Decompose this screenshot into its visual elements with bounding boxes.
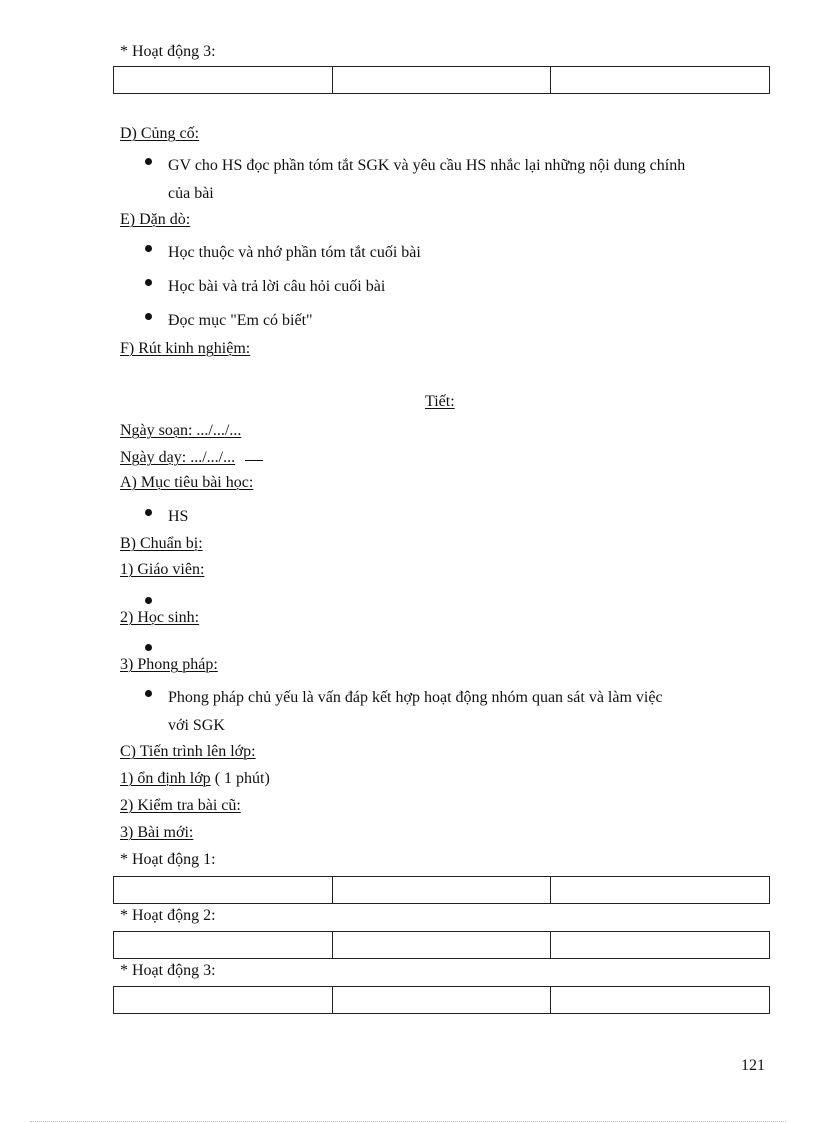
- method-item-line1: Phong pháp chủ yếu là vấn đáp kết hợp hoạt động nhóm quan sát và làm việc: [168, 689, 663, 706]
- table-cell: [333, 932, 552, 958]
- activity-2-table: [113, 931, 770, 959]
- table-cell: [114, 987, 333, 1013]
- experience-heading: F) Rút kinh nghiệm:: [120, 340, 251, 357]
- table-cell: [114, 67, 333, 93]
- consolidation-item-line1: GV cho HS đọc phần tóm tắt SGK và yêu cầu HS nhắc lại những nội dung chính: [168, 157, 686, 174]
- teacher-heading: 1) Giáo viên:: [120, 561, 205, 578]
- table-cell: [551, 67, 769, 93]
- page-number: 121: [741, 1057, 765, 1074]
- bullet-icon: [145, 158, 152, 165]
- activity-3-label-top: * Hoạt động 3:: [120, 43, 216, 60]
- homework-heading: E) Dặn dò:: [120, 211, 191, 228]
- activity-1-table: [113, 876, 770, 904]
- step-3: 3) Bài mới:: [120, 824, 194, 841]
- objectives-item: HS: [168, 508, 189, 525]
- preparation-heading: B) Chuẩn bị:: [120, 535, 203, 552]
- table-cell: [333, 987, 552, 1013]
- homework-item: Học thuộc và nhớ phần tóm tắt cuối bài: [168, 244, 421, 261]
- bullet-icon: [145, 279, 152, 286]
- activity-3-table: [113, 986, 770, 1014]
- homework-item: Học bài và trả lời câu hỏi cuối bài: [168, 278, 386, 295]
- activity-2-label: * Hoạt động 2:: [120, 907, 216, 924]
- bullet-icon: [145, 690, 152, 697]
- teach-date: [120, 448, 263, 468]
- prep-date: [120, 421, 241, 441]
- activity-1-label: * Hoạt động 1:: [120, 851, 216, 868]
- bullet-icon: [145, 644, 152, 651]
- bullet-icon: [145, 313, 152, 320]
- table-cell: [333, 67, 552, 93]
- table-cell: [114, 877, 333, 903]
- method-heading: 3) Phong pháp:: [120, 656, 218, 673]
- consolidation-item-line2: của bài: [168, 185, 214, 202]
- consolidation-heading: D) Củng cố:: [120, 125, 200, 142]
- prep-date-text: Ngày soạn: .../.../...: [120, 422, 242, 439]
- teach-date-text: Ngày dạy: .../.../...: [120, 449, 236, 466]
- period-label: Tiết:: [425, 393, 455, 410]
- table-cell: [333, 877, 552, 903]
- table-cell: [551, 932, 769, 958]
- homework-item: Đọc mục "Em có biết": [168, 312, 313, 329]
- objectives-heading: A) Mục tiêu bài học:: [120, 474, 254, 491]
- step-1-text: 1) ổn định lớp: [120, 770, 211, 787]
- page-bottom-border: [30, 1121, 786, 1122]
- bullet-icon: [145, 245, 152, 252]
- step-2: 2) Kiểm tra bài cũ:: [120, 797, 241, 814]
- bullet-icon: [145, 509, 152, 516]
- step-1-time: ( 1 phút): [210, 770, 270, 787]
- date-blank-line: [245, 448, 263, 461]
- activity-3-table-top: [113, 66, 770, 94]
- activity-3-label: * Hoạt động 3:: [120, 962, 216, 979]
- table-cell: [551, 877, 769, 903]
- step-1: [120, 769, 270, 789]
- method-item-line2: với SGK: [168, 717, 225, 734]
- student-heading: 2) Học sinh:: [120, 609, 200, 626]
- table-cell: [551, 987, 769, 1013]
- bullet-icon: [145, 597, 152, 604]
- table-cell: [114, 932, 333, 958]
- procedure-heading: C) Tiến trình lên lớp:: [120, 743, 256, 760]
